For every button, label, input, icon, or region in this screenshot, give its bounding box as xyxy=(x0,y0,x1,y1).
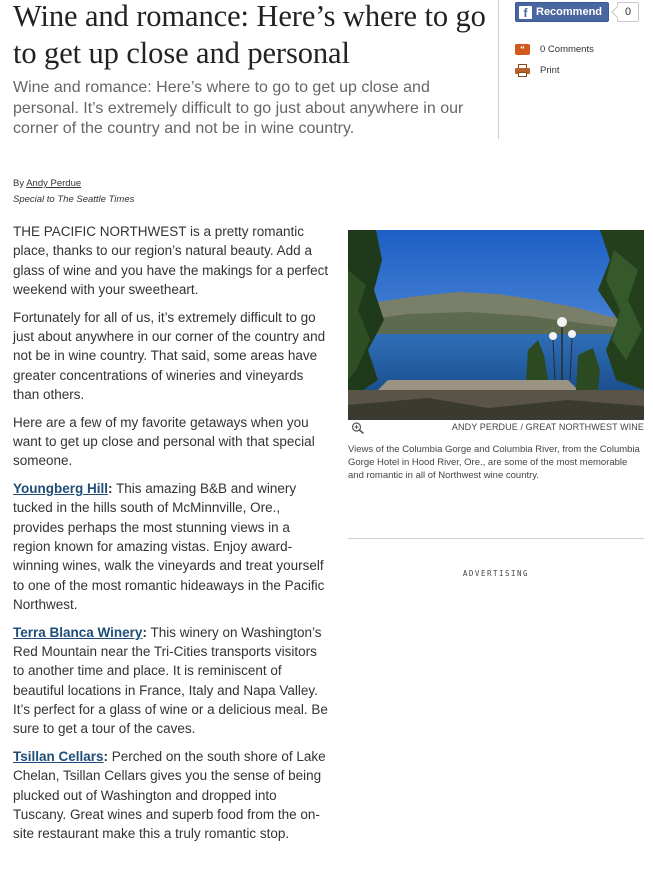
facebook-icon: f xyxy=(519,6,532,19)
winery-link-terra-blanca[interactable]: Terra Blanca Winery xyxy=(13,624,143,640)
winery-link-youngberg-hill[interactable]: Youngberg Hill xyxy=(13,481,108,497)
byline-prefix: By xyxy=(13,178,27,189)
paragraph: THE PACIFIC NORTHWEST is a pretty romantic place, thanks to our region’s natural beauty. Add a glass of wine and you have the makings for a perfect weekend with your sweetheart. xyxy=(13,224,329,297)
sidebar-divider xyxy=(348,538,644,539)
advertising-label: ADVERTISING xyxy=(462,569,530,578)
author-link[interactable]: Andy Perdue xyxy=(26,178,82,189)
winery-link-tsillan-cellars[interactable]: Tsillan Cellars xyxy=(13,748,104,764)
columbia-gorge-photo[interactable] xyxy=(348,230,644,420)
byline xyxy=(13,176,134,208)
article-header xyxy=(0,0,653,140)
paragraph: Here are a few of my favorite getaways when you want to get up close and personal with that special someone. xyxy=(13,414,315,469)
article-photo xyxy=(348,230,644,483)
facebook-recommend-button[interactable] xyxy=(515,2,609,22)
zoom-in-icon[interactable] xyxy=(351,422,365,434)
photo-caption: Views of the Columbia Gorge and Columbia River, from the Columbia Gorge Hotel in Hood River, Ore., are some of the most memorable and romantic in all of Northwest wine country. xyxy=(348,444,640,482)
winery-description: This winery on Washington’s Red Mountain near the Tri-Cities transports visitors to another time and place. It is reminiscent of beautiful locations in France, Italy and Napa Valley. It’s perfect for a glass of wine or a delicious meal. Be sure to get a tour of the caves. xyxy=(13,624,328,737)
winery-entry: Tsillan Cellars: Perched on the south shore of Lake Chelan, Tsillan Cellars gives you the sense of being plucked out of Washington and dropped into Tuscany. Great wines and superb food from the on-site restaurant make this a truly romantic stop. xyxy=(13,748,326,842)
photo-credit-row xyxy=(348,421,644,435)
headline: Wine and romance: Here’s where to go to get up close and personal xyxy=(13,0,486,70)
author-affiliation: Special to The Seattle Times xyxy=(13,194,135,205)
article-deck: Wine and romance: Here’s where to go to get up close and personal. It’s extremely difficult to go just about anywhere in our corner of the country and not be in wine country. xyxy=(13,79,464,137)
photo-credit: ANDY PERDUE / GREAT NORTHWEST WINE xyxy=(451,422,644,432)
print-label: Print xyxy=(540,65,560,76)
print-link[interactable] xyxy=(515,64,560,77)
winery-description: This amazing B&B and winery tucked in the hills south of McMinnville, Ore., provides perhaps the most stunning views in a region known for amazing vistas. Enjoy award-winning wines, walk the vineyards and treat yourself to one of the most romantic hideaways in the Pacific Northwest. xyxy=(13,481,325,612)
recommend-count: 0 xyxy=(617,2,639,22)
winery-entry: Terra Blanca Winery: This winery on Washington’s Red Mountain near the Tri-Cities transports visitors to another time and place. It is reminiscent of beautiful locations in France, Italy and Napa Valley. It’s perfect for a glass of wine or a delicious meal. Be sure to get a tour of the caves. xyxy=(13,624,328,737)
facebook-recommend xyxy=(515,2,639,22)
header-divider xyxy=(498,0,499,139)
article-body xyxy=(13,222,331,852)
winery-entry: Youngberg Hill: This amazing B&B and winery tucked in the hills south of McMinnville, Ore., provides perhaps the most stunning views in a region known for amazing vistas. Enjoy award-winning wines, walk the vineyards and treat yourself to one of the most romantic hideaways in the Pacific Northwest. xyxy=(13,481,325,612)
winery-description: Perched on the south shore of Lake Chelan, Tsillan Cellars gives you the sense of being plucked out of Washington and dropped into Tuscany. Great wines and superb food from the on-site restaurant make this a truly romantic stop. xyxy=(13,748,326,842)
recommend-label: Recommend xyxy=(536,6,603,18)
printer-icon xyxy=(515,64,530,77)
comments-label: 0 Comments xyxy=(540,44,594,55)
comments-link[interactable] xyxy=(515,44,594,55)
comment-bubble-icon: “ xyxy=(515,44,530,55)
paragraph: Fortunately for all of us, it’s extremely difficult to go just about anywhere in our corner of the country and not be in wine country. That said, some areas have greater concentrations of wineries and vineyards than others. xyxy=(13,309,326,402)
